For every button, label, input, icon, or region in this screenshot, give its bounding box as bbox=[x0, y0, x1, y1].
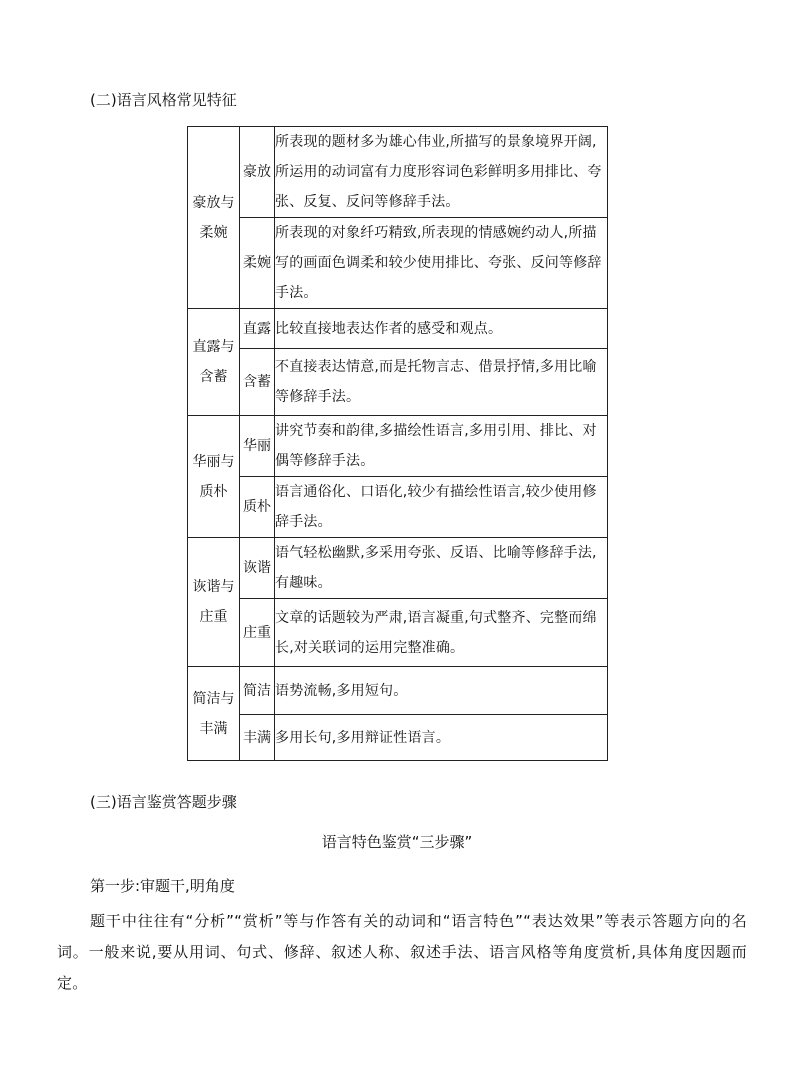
style-description: 语气轻松幽默,多采用夸张、反语、比喻等修辞手法,有趣味。 bbox=[275, 538, 608, 599]
style-name: 质朴 bbox=[240, 477, 275, 538]
table-row bbox=[188, 599, 608, 667]
table-row bbox=[188, 127, 608, 218]
section-heading-answer-steps: (三)语言鉴赏答题步骤 bbox=[90, 793, 237, 811]
table-row bbox=[188, 309, 608, 349]
category-line: 直露与 bbox=[192, 339, 235, 355]
style-name: 丰满 bbox=[240, 715, 275, 761]
category-cell bbox=[188, 667, 240, 761]
style-description: 所表现的对象纤巧精致,所表现的情感婉约动人,所描写的画面色调柔和较少使用排比、夸张、反问等修辞手法。 bbox=[275, 218, 608, 309]
category-cell bbox=[188, 309, 240, 416]
style-description: 多用长句,多用辩证性语言。 bbox=[275, 715, 608, 761]
style-description: 不直接表达情意,而是托物言志、借景抒情,多用比喻等修辞手法。 bbox=[275, 349, 608, 416]
table-row bbox=[188, 667, 608, 715]
category-line: 柔婉 bbox=[199, 224, 228, 241]
style-name: 诙谐 bbox=[240, 538, 275, 599]
category-line: 质朴 bbox=[199, 483, 228, 500]
three-steps-title: 语言特色鉴赏“三步骤” bbox=[321, 833, 473, 851]
category-line: 豪放与 bbox=[192, 194, 235, 211]
step1-title: 第一步:审题干,明角度 bbox=[90, 877, 235, 895]
style-name: 豪放 bbox=[240, 127, 275, 218]
style-description: 文章的话题较为严肃,语言凝重,句式整齐、完整而绵长,对关联词的运用完整准确。 bbox=[275, 599, 608, 667]
category-line: 丰满 bbox=[199, 720, 228, 737]
style-description: 语言通俗化、口语化,较少有描绘性语言,较少使用修辞手法。 bbox=[275, 477, 608, 538]
style-name: 华丽 bbox=[240, 416, 275, 477]
style-name: 庄重 bbox=[240, 599, 275, 667]
category-cell bbox=[188, 127, 240, 309]
category-line: 诙谐与 bbox=[192, 579, 235, 595]
category-line: 简洁与 bbox=[192, 690, 235, 707]
section-heading-language-style-features: (二)语言风格常见特征 bbox=[90, 91, 237, 109]
table-row bbox=[188, 477, 608, 538]
category-cell bbox=[188, 416, 240, 538]
style-description: 比较直接地表达作者的感受和观点。 bbox=[275, 309, 608, 349]
style-description: 所表现的题材多为雄心伟业,所描写的景象境界开阔,所运用的动词富有力度形容词色彩鲜明多用排比、夸张、反复、反问等修辞手法。 bbox=[275, 127, 608, 218]
style-description: 语势流畅,多用短句。 bbox=[275, 667, 608, 715]
category-cell bbox=[188, 538, 240, 667]
style-name: 简洁 bbox=[240, 667, 275, 715]
category-line: 含蓄 bbox=[199, 369, 228, 385]
style-name: 直露 bbox=[240, 309, 275, 349]
step1-paragraph: 题干中往往有“分析”“赏析”等与作答有关的动词和“语言特色”“表达效果”等表示答题方向的名词。一般来说,要从用词、句式、修辞、叙述人称、叙述手法、语言风格等角度赏析,具体角度因题而定。 bbox=[57, 912, 747, 992]
table-row bbox=[188, 349, 608, 416]
language-style-table bbox=[187, 126, 608, 761]
style-description: 讲究节奏和韵律,多描绘性语言,多用引用、排比、对偶等修辞手法。 bbox=[275, 416, 608, 477]
table-row bbox=[188, 416, 608, 477]
table-row bbox=[188, 218, 608, 309]
style-name: 含蓄 bbox=[240, 349, 275, 416]
style-name: 柔婉 bbox=[240, 218, 275, 309]
category-line: 庄重 bbox=[199, 609, 228, 625]
category-line: 华丽与 bbox=[192, 453, 235, 470]
table-row bbox=[188, 715, 608, 761]
table-row bbox=[188, 538, 608, 599]
